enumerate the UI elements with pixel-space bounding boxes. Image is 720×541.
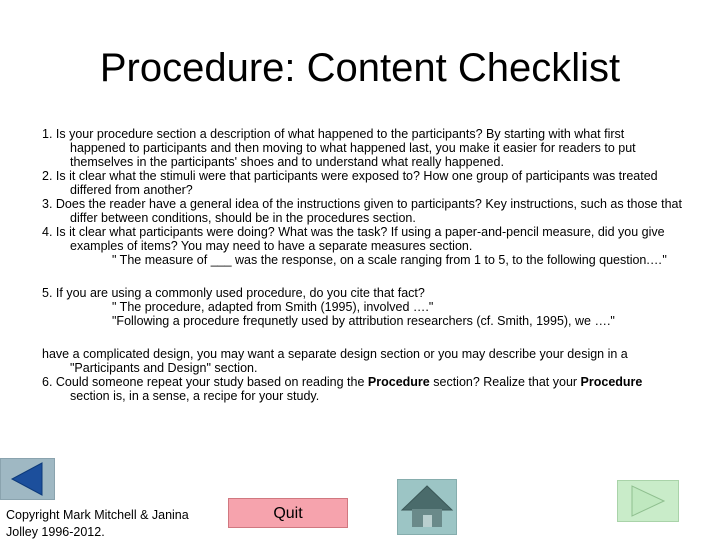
checklist-item-5 (42, 286, 682, 328)
checklist-item-6-text-b: section? Realize that your (429, 375, 581, 389)
home-icon (398, 480, 456, 534)
checklist-item-6-text-a: 6. Could someone repeat your study based on reading the (42, 375, 368, 389)
checklist-item-1: 1. Is your procedure section a description of what happened to the participants? By starting with what first happened to participants and then moving to what happened last, you make it easier for readers to put themselves in the participants' shoes and to understand what really happened. (42, 127, 636, 169)
next-button[interactable] (617, 480, 679, 522)
checklist-body (42, 127, 682, 403)
triangle-left-icon (9, 461, 45, 497)
quit-button[interactable]: Quit (228, 498, 348, 528)
checklist-item-5-quote-1: " The procedure, adapted from Smith (1995), involved …." (112, 300, 434, 314)
back-button[interactable] (0, 458, 55, 500)
checklist-item-6 (42, 375, 682, 403)
checklist-item-4-text: 4. Is it clear what participants were doing? What was the task? If using a paper-and-pencil measure, did you give examples of items? You may need to have a separate measures section. (42, 225, 665, 253)
slide-title: Procedure: Content Checklist (99, 46, 621, 90)
checklist-item-2: 2. Is it clear what the stimuli were that participants were exposed to? How one group of participants was treated differed from another? (42, 169, 658, 197)
checklist-item-6-bold-a: Procedure (367, 375, 430, 389)
checklist-item-4-quote: " The measure of ___ was the response, on a scale ranging from 1 to 5, to the following question.…" (112, 253, 667, 267)
checklist-item-3: 3. Does the reader have a general idea of the instructions given to participants? Key instructions, such as those that differ between conditions, should be in the procedures section. (42, 197, 682, 225)
checklist-item-5-text: 5. If you are using a commonly used procedure, do you cite that fact? (42, 286, 425, 300)
copyright-text: Copyright Mark Mitchell & Janina Jolley 1996-2012. (6, 508, 189, 539)
triangle-right-icon (628, 484, 668, 518)
checklist-item-6-text-c: section is, in a sense, a recipe for your study. (70, 389, 320, 403)
checklist-item-5-quote-2: "Following a procedure frequnetly used by attribution researchers (cf. Smith, 1995), we …." (112, 314, 615, 328)
checklist-item-6-bold-b: Procedure (580, 375, 643, 389)
checklist-design-note: have a complicated design, you may want a separate design section or you may describe your design in a "Participants and Design" section. (42, 347, 628, 375)
home-button[interactable] (397, 479, 457, 535)
checklist-item-4 (42, 225, 682, 267)
